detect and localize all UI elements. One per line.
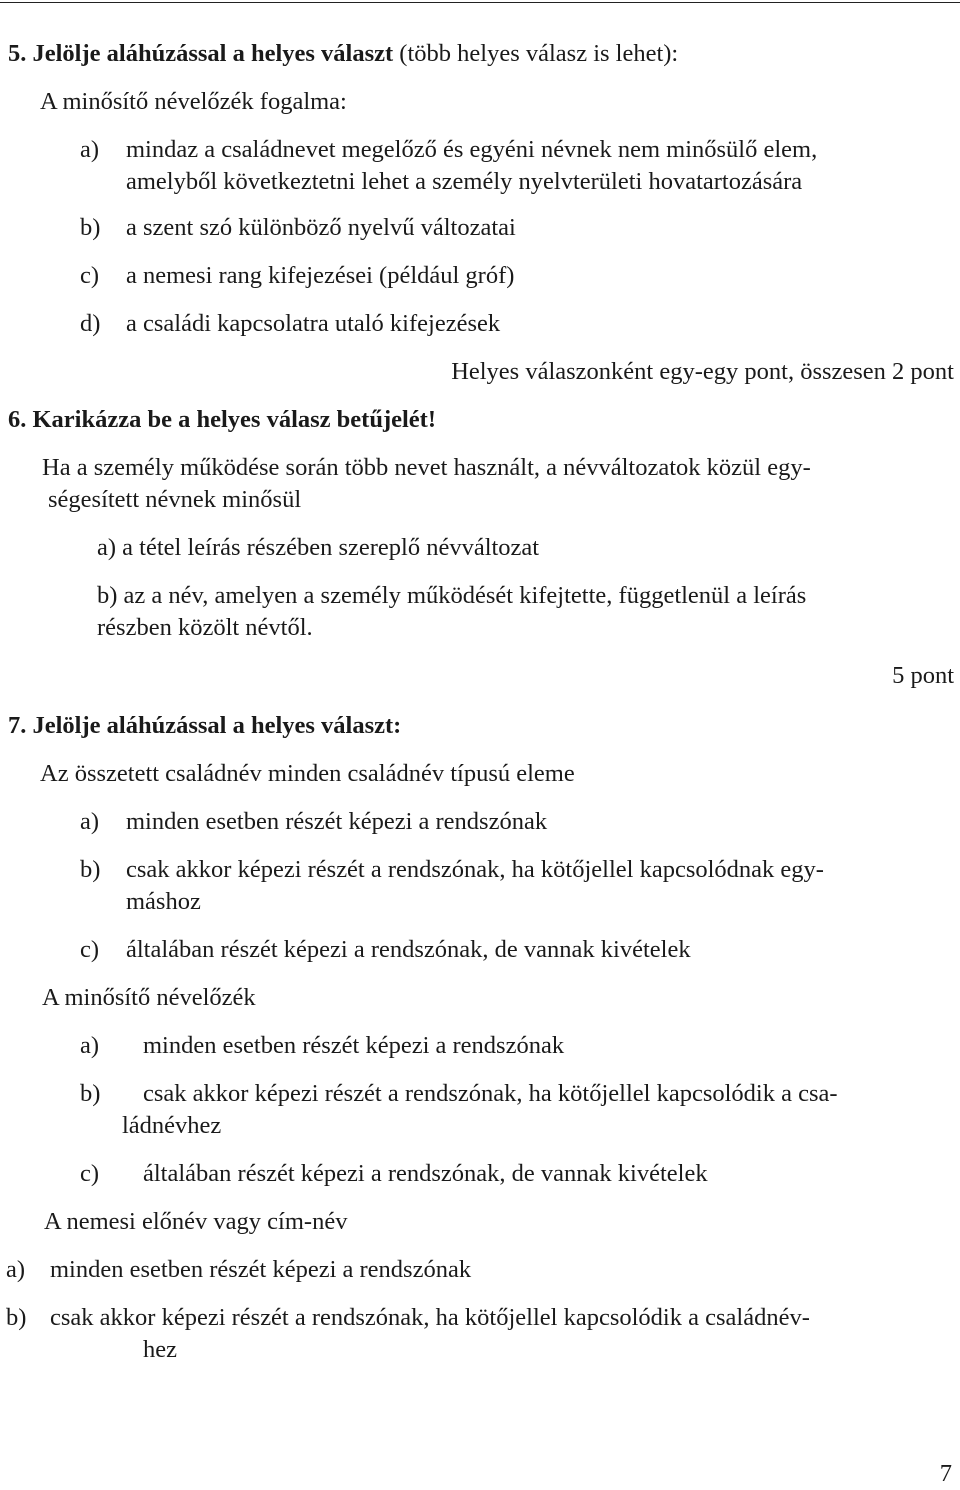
q7-group1-c-letter: c) (80, 936, 100, 963)
q7-group1-a-letter: a) (80, 808, 100, 835)
q6-score: 5 pont (892, 662, 954, 689)
q7-group3-a-letter: a) (6, 1256, 26, 1283)
q5-heading-bold: 5. Jelölje aláhúzással a helyes választ (8, 40, 394, 67)
q5-score: Helyes válaszonként egy-egy pont, összesen 2 pont (451, 358, 954, 385)
q7-group3-b-line-1: csak akkor képezi részét a rendszónak, ha kötőjellel kapcsolódik a családnév- (50, 1304, 810, 1331)
q6-heading: 6. Karikázza be a helyes válasz betűjelét! (8, 406, 436, 433)
top-rule (0, 2, 960, 3)
q6-option-b-line-1: b) az a név, amelyen a személy működését kifejtette, függetlenül a leírás (97, 582, 807, 609)
q5-option-b-letter: b) (80, 214, 101, 241)
q5-option-c-letter: c) (80, 262, 100, 289)
q7-group2-c-text: általában részét képezi a rendszónak, de vannak kivételek (143, 1160, 708, 1187)
q7-group2-intro: A minősítő névelőzék (42, 984, 256, 1011)
q7-group3-intro: A nemesi előnév vagy cím-név (44, 1208, 348, 1235)
q5-option-d-text: a családi kapcsolatra utaló kifejezések (126, 310, 501, 337)
q6-option-a: a) a tétel leírás részében szereplő névváltozat (97, 534, 540, 561)
q6-text-line-1: Ha a személy működése során több nevet használt, a névváltozatok közül egy- (42, 454, 811, 481)
q5-option-d-letter: d) (80, 310, 101, 337)
q5-heading (8, 38, 678, 70)
q5-option-a-line-1: mindaz a családnevet megelőző és egyéni névnek nem minősülő elem, (126, 136, 818, 163)
q6-text-line-2: ségesített névnek minősül (48, 486, 302, 513)
q7-group2-c-letter: c) (80, 1160, 100, 1187)
q5-option-a-letter: a) (80, 136, 100, 163)
q7-group3-b-letter: b) (6, 1304, 27, 1331)
q7-group1-b-line-2: máshoz (126, 888, 201, 915)
q7-group1-c-text: általában részét képezi a rendszónak, de vannak kivételek (126, 936, 691, 963)
q7-group1-b-line-1: csak akkor képezi részét a rendszónak, ha kötőjellel kapcsolódnak egy- (126, 856, 824, 883)
q7-group1-a-text: minden esetben részét képezi a rendszónak (126, 808, 548, 835)
q5-option-b-text: a szent szó különböző nyelvű változatai (126, 214, 516, 241)
q5-option-c-text: a nemesi rang kifejezései (például gróf) (126, 262, 515, 289)
q6-option-b-line-2: részben közölt névtől. (97, 614, 313, 641)
page-number: 7 (939, 1460, 952, 1487)
q7-group1-intro: Az összetett családnév minden családnév típusú eleme (40, 760, 575, 787)
q7-group3-a-text: minden esetben részét képezi a rendszónak (50, 1256, 472, 1283)
q7-group2-b-line-2: ládnévhez (122, 1112, 222, 1139)
q7-group2-b-line-1: csak akkor képezi részét a rendszónak, ha kötőjellel kapcsolódik a csa- (143, 1080, 838, 1107)
q5-option-a-line-2: amelyből következtetni lehet a személy nyelvterületi hovatartozására (126, 168, 803, 195)
q5-heading-rest: (több helyes válasz is lehet): (393, 40, 679, 67)
q7-group2-a-letter: a) (80, 1032, 100, 1059)
q5-intro: A minősítő névelőzék fogalma: (40, 88, 347, 115)
q7-group3-b-line-2: hez (143, 1336, 177, 1363)
q7-heading: 7. Jelölje aláhúzással a helyes választ: (8, 712, 402, 739)
q7-group2-a-text: minden esetben részét képezi a rendszónak (143, 1032, 565, 1059)
q7-group2-b-letter: b) (80, 1080, 101, 1107)
q7-group1-b-letter: b) (80, 856, 101, 883)
